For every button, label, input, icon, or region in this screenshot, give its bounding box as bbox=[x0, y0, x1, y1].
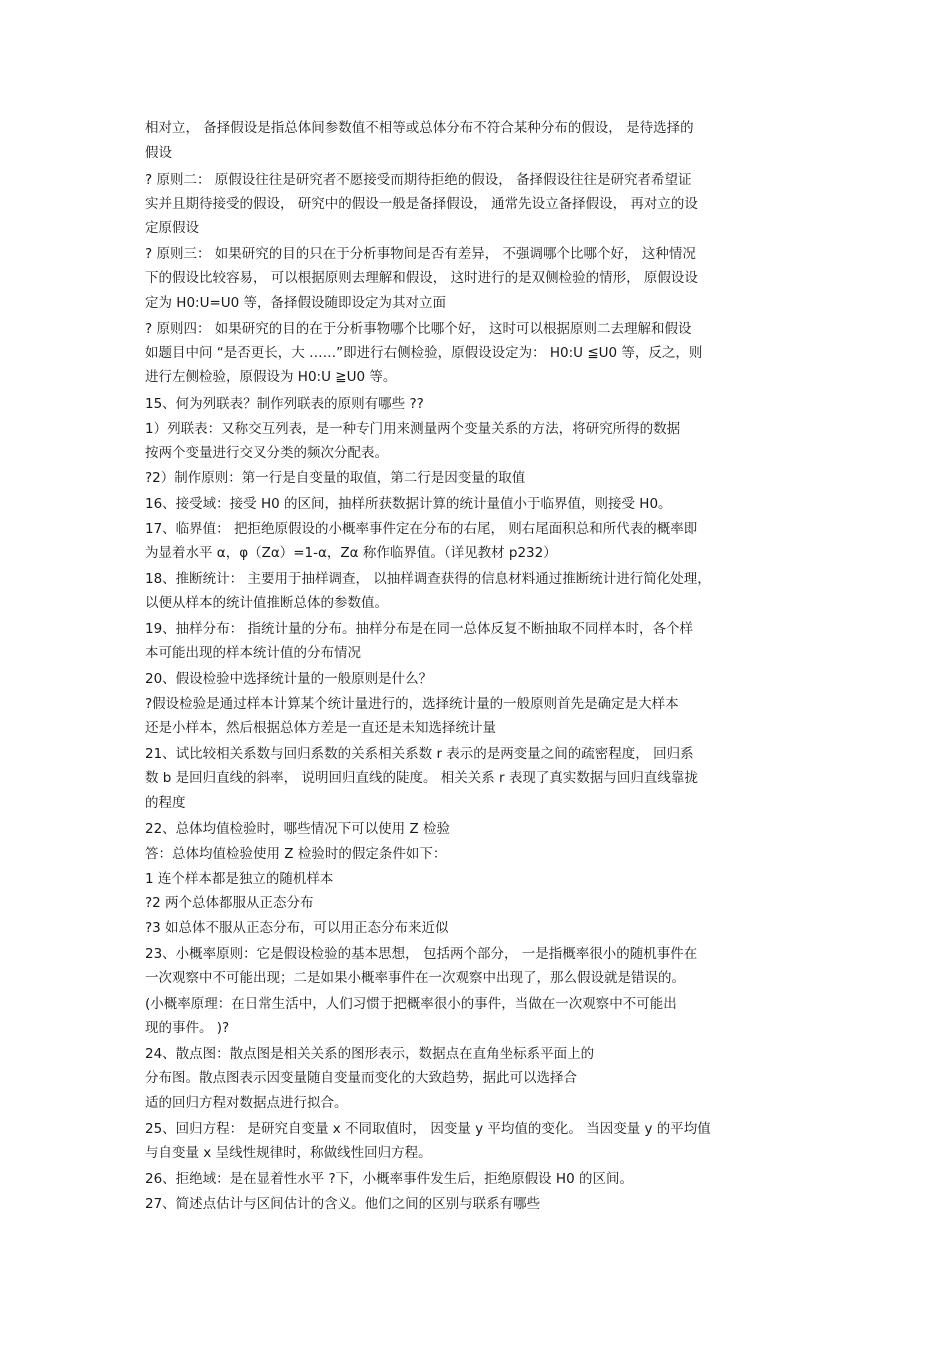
text-line: 按两个变量进行交叉分类的频次分配表。 bbox=[145, 445, 388, 461]
text-line: 20、假设检验中选择统计量的一般原则是什么？ bbox=[145, 671, 433, 687]
text-line: 答：总体均值检验使用 Z 检验时的假定条件如下： bbox=[145, 846, 447, 862]
text-line: 现的事件。 )? bbox=[145, 1020, 230, 1036]
text-line: 27、简述点估计与区间估计的含义。他们之间的区别与联系有哪些 bbox=[145, 1196, 541, 1212]
text-line: 18、推断统计： 主要用于抽样调查， 以抽样调查获得的信息材料通过推断统计进行简化处理， bbox=[145, 571, 711, 587]
text-line: 数 b 是回归直线的斜率， 说明回归直线的陡度。 相关关系 r 表现了真实数据与回归直线靠拢 bbox=[145, 770, 698, 786]
text-line: 还是小样本，然后根据总体方差是一直还是未知选择统计量 bbox=[145, 720, 496, 736]
text-line: 1）列联表：又称交互列表，是一种专门用来测量两个变量关系的方法，将研究所得的数据 bbox=[145, 421, 681, 437]
text-line: 24、散点图：散点图是相关关系的图形表示，数据点在直角坐标系平面上的 bbox=[145, 1046, 595, 1062]
text-line: ?2）制作原则：第一行是自变量的取值，第二行是因变量的取值 bbox=[145, 470, 526, 486]
text-line: ?3 如总体不服从正态分布，可以用正态分布来近似 bbox=[145, 920, 449, 936]
text-line: 23、小概率原则：它是假设检验的基本思想， 包括两个部分， 一是指概率很小的随机事件在 bbox=[145, 946, 698, 962]
text-line: 25、回归方程： 是研究自变量 x 不同取值时， 因变量 y 平均值的变化。 当因变量 y 的平均值 bbox=[145, 1121, 711, 1137]
text-line: 以便从样本的统计值推断总体的参数值。 bbox=[145, 595, 388, 611]
text-line: 与自变量 x 呈线性规律时，称做线性回归方程。 bbox=[145, 1145, 432, 1161]
text-line: 本可能出现的样本统计值的分布情况 bbox=[145, 645, 361, 661]
text-line: ? 原则三： 如果研究的目的只在于分析事物间是否有差异， 不强调哪个比哪个好， 这种情况 bbox=[145, 246, 696, 262]
text-line: 分布图。散点图表示因变量随自变量而变化的大致趋势，据此可以选择合 bbox=[145, 1070, 577, 1086]
text-line: 定为 H0:U=U0 等，备择假设随即设定为其对立面 bbox=[145, 295, 447, 311]
text-line: 一次观察中不可能出现；二是如果小概率事件在一次观察中出现了，那么假设就是错误的。 bbox=[145, 970, 685, 986]
text-line: 为显着水平 α，φ（Zα）=1-α，Zα 称作临界值。（详见教材 p232） bbox=[145, 545, 557, 561]
text-line: 26、拒绝域：是在显着性水平 ?下，小概率事件发生后，拒绝原假设 H0 的区间。 bbox=[145, 1171, 633, 1187]
text-line: 适的回归方程对数据点进行拟合。 bbox=[145, 1095, 348, 1111]
text-line: (小概率原理：在日常生活中，人们习惯于把概率很小的事件，当做在一次观察中不可能出 bbox=[145, 996, 677, 1012]
text-line: 假设 bbox=[145, 145, 172, 161]
text-line: 实并且期待接受的假设， 研究中的假设一般是备择假设， 通常先设立备择假设， 再对立的设 bbox=[145, 196, 698, 212]
text-line: ?假设检验是通过样本计算某个统计量进行的，选择统计量的一般原则首先是确定是大样本 bbox=[145, 696, 679, 712]
text-line: 1 连个样本都是独立的随机样本 bbox=[145, 871, 334, 887]
text-line: 下的假设比较容易， 可以根据原则去理解和假设， 这时进行的是双侧检验的情形， 原假设设 bbox=[145, 270, 698, 286]
text-line: 19、抽样分布： 指统计量的分布。抽样分布是在同一总体反复不断抽取不同样本时，各个样 bbox=[145, 621, 693, 637]
text-line: 16、接受域：接受 H0 的区间，抽样所获数据计算的统计量值小于临界值，则接受 H0。 bbox=[145, 496, 672, 512]
text-line: 21、试比较相关系数与回归系数的关系相关系数 r 表示的是两变量之间的疏密程度， 回归系 bbox=[145, 746, 694, 762]
text-line: 22、总体均值检验时，哪些情况下可以使用 Z 检验 bbox=[145, 821, 451, 837]
text-line: 相对立， 备择假设是指总体间参数值不相等或总体分布不符合某种分布的假设， 是待选择的 bbox=[145, 120, 694, 136]
text-line: ? 原则四： 如果研究的目的在于分析事物哪个比哪个好， 这时可以根据原则二去理解和假设 bbox=[145, 321, 692, 337]
text-line: ? 原则二： 原假设往往是研究者不愿接受而期待拒绝的假设， 备择假设往往是研究者希望证 bbox=[145, 172, 692, 188]
text-line: 定原假设 bbox=[145, 220, 199, 236]
text-line: ?2 两个总体都服从正态分布 bbox=[145, 895, 314, 911]
text-line: 15、何为列联表？制作列联表的原则有哪些 ?? bbox=[145, 396, 424, 412]
text-line: 如题目中问 “是否更长，大 ……”即进行右侧检验，原假设设定为： H0:U ≦U0 等，反之，则 bbox=[145, 345, 703, 361]
text-line: 17、临界值： 把拒绝原假设的小概率事件定在分布的右尾， 则右尾面积总和所代表的概率即 bbox=[145, 521, 698, 537]
text-line: 的程度 bbox=[145, 795, 186, 811]
text-line: 进行左侧检验，原假设为 H0:U ≧U0 等。 bbox=[145, 369, 397, 385]
